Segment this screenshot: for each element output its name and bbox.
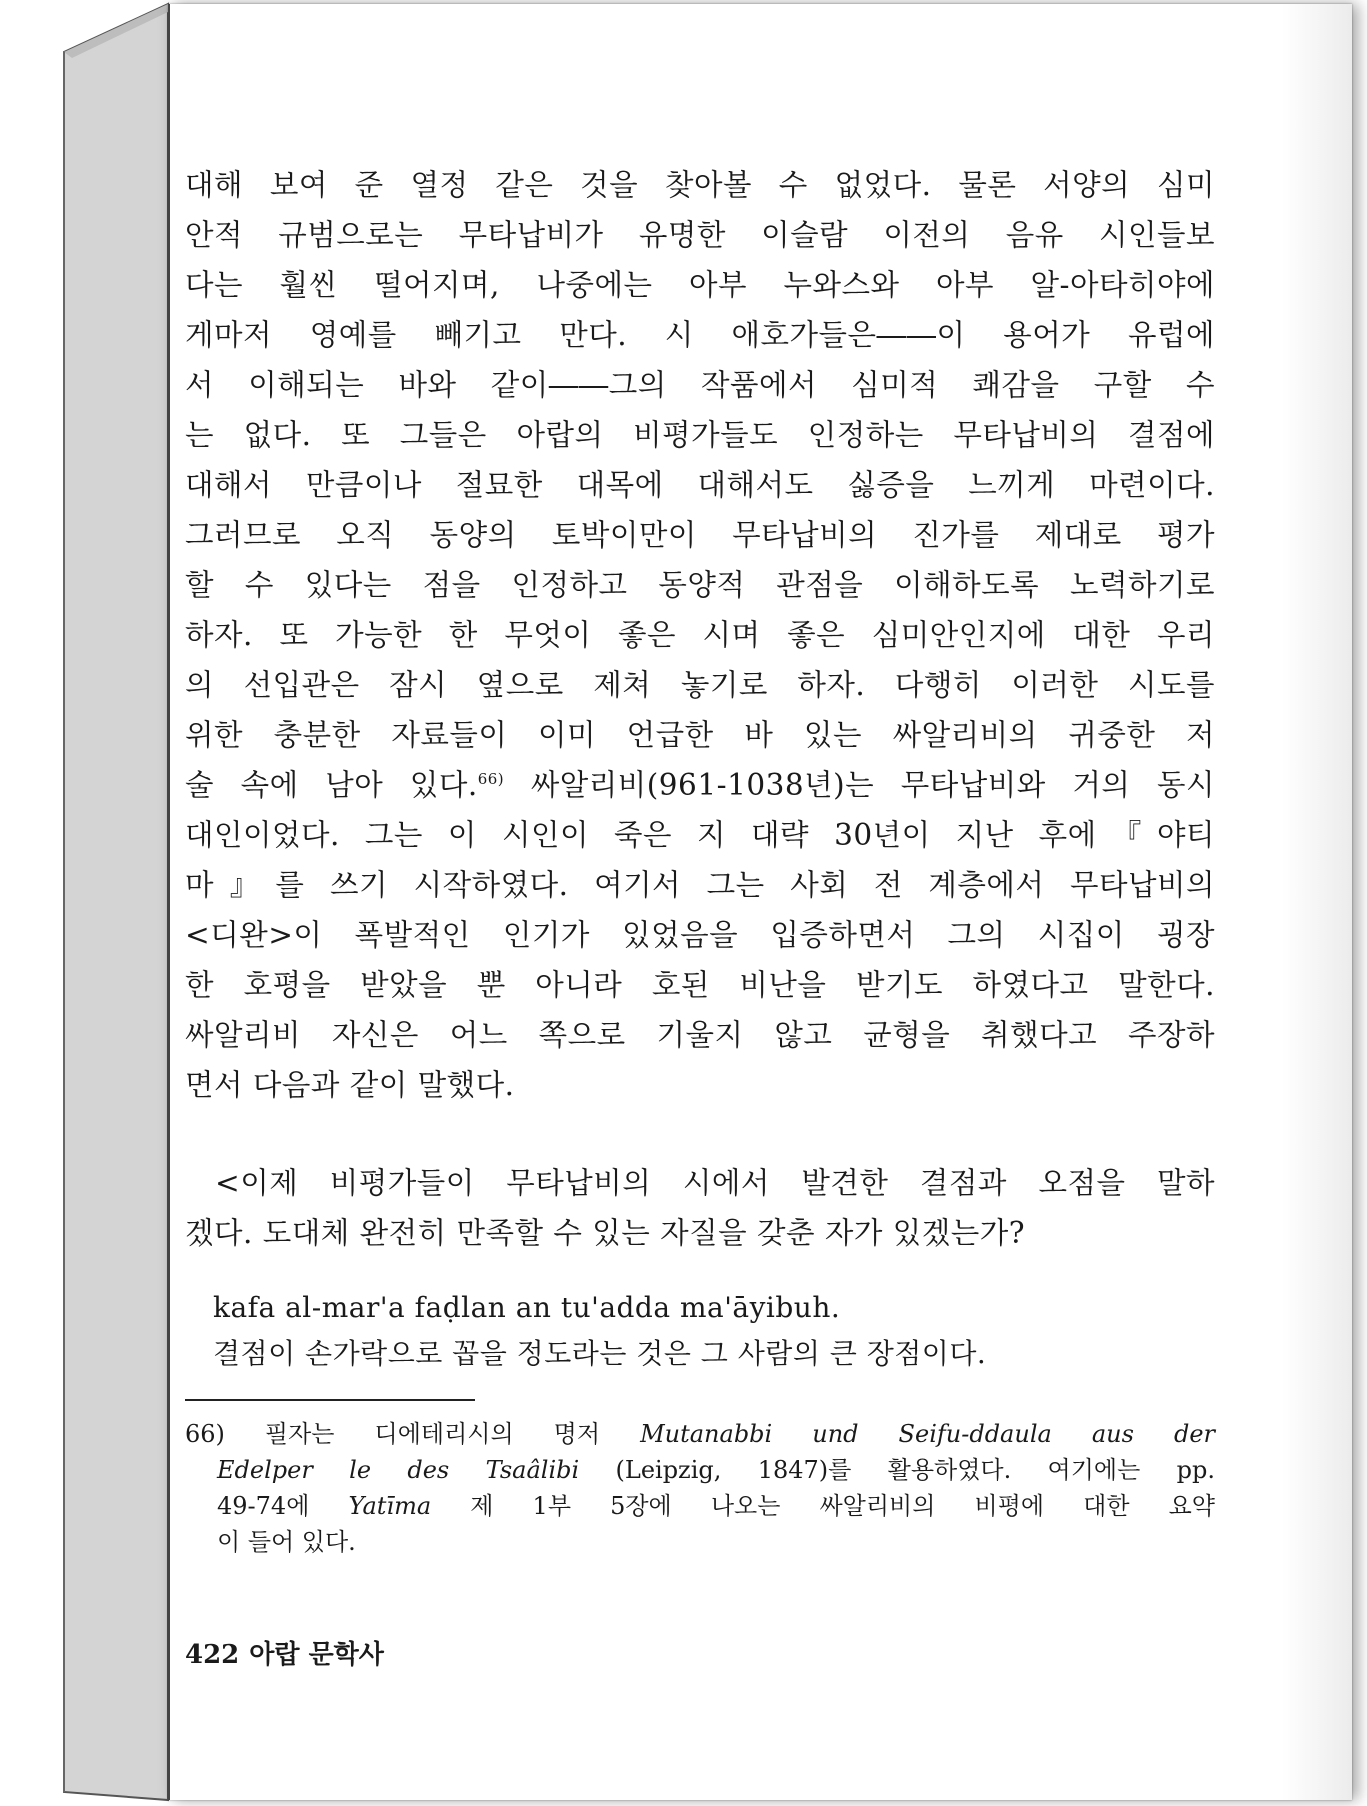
quoted-paragraph [185, 1158, 1215, 1258]
body-line: 할 수 있다는 점을 인정하고 동양적 관점을 이해하도록 노력하기로 [185, 568, 1215, 602]
body-line: 위한 충분한 자료들이 이미 언급한 바 있는 싸알리비의 귀중한 저 [185, 718, 1215, 752]
footnote-title-italic: Yatīma [348, 1492, 432, 1520]
body-line: 대인이었다. 그는 이 시인이 죽은 지 대략 30년이 지난 후에『야티 [185, 818, 1215, 852]
body-line: 대해 보여 준 열정 같은 것을 찾아볼 수 없었다. 물론 서양의 심미 [185, 168, 1215, 202]
body-line: 싸알리비 자신은 어느 쪽으로 기울지 않고 균형을 취했다고 주장하 [185, 1018, 1215, 1052]
footnote-66 [185, 1416, 1215, 1560]
footnote-text: 66) 필자는 디에테리시의 명저 [185, 1420, 641, 1448]
body-line: 한 호평을 받았을 뿐 아니라 호된 비난을 받기도 하였다고 말한다. [185, 968, 1215, 1002]
footnote-text: 제 1부 5장에 나오는 싸알리비의 비평에 대한 요약 [431, 1492, 1215, 1520]
footnote-line [185, 1452, 1215, 1488]
footnote-line [185, 1488, 1215, 1524]
book-spine [0, 0, 175, 1806]
footnote-title-italic: Mutanabbi und Seifu-ddaula aus der [640, 1420, 1215, 1448]
body-line: 는 없다. 또 그들은 아랍의 비평가들도 인정하는 무타납비의 결점에 [185, 418, 1215, 452]
body-paragraph [185, 160, 1215, 1110]
body-line: 의 선입관은 잠시 옆으로 제쳐 놓기로 하자. 다행히 이러한 시도를 [185, 668, 1215, 702]
body-text-fragment: 싸알리비(961-1038년)는 무타납비와 거의 동시 [504, 768, 1215, 802]
body-line: 그러므로 오직 동양의 토박이만이 무타납비의 진가를 제대로 평가 [185, 518, 1215, 552]
quote-line: <이제 비평가들이 무타납비의 시에서 발견한 결점과 오점을 말하 [215, 1166, 1215, 1200]
body-line: 하자. 또 가능한 한 무엇이 좋은 시며 좋은 심미안인지에 대한 우리 [185, 618, 1215, 652]
body-line: 다는 훨씬 떨어지며, 나중에는 아부 누와스와 아부 알-아타히야에 [185, 268, 1215, 302]
quote-line: 겠다. 도대체 완전히 만족할 수 있는 자질을 갖춘 자가 있겠는가? [185, 1216, 1026, 1250]
footnote-line [185, 1416, 1215, 1452]
verse-transliteration: kafa al-mar'a faḍlan an tu'adda ma'āyibuh. [213, 1291, 841, 1324]
body-line: 대해서 만큼이나 절묘한 대목에 대해서도 싫증을 느끼게 마련이다. [185, 468, 1215, 502]
running-title: 아랍 문학사 [249, 1640, 384, 1670]
page-number: 422 [185, 1640, 240, 1670]
body-line: 서 이해되는 바와 같이――그의 작품에서 심미적 쾌감을 구할 수 [185, 368, 1215, 402]
footnote-text: 49-74에 [217, 1492, 349, 1520]
verse-translation: 결점이 손가락으로 꼽을 정도라는 것은 그 사람의 큰 장점이다. [213, 1337, 987, 1370]
verse-block [213, 1285, 1213, 1377]
footnote-line: 이 들어 있다. [217, 1528, 356, 1556]
footnote-title-italic: Edelper le des Tsaâlibi [217, 1456, 580, 1484]
body-line: <디완>이 폭발적인 인기가 있었음을 입증하면서 그의 시집이 굉장 [185, 918, 1215, 952]
body-line: 면서 다음과 같이 말했다. [185, 1068, 515, 1102]
footnote-divider [185, 1399, 475, 1401]
body-line: 마』를 쓰기 시작하였다. 여기서 그는 사회 전 계층에서 무타납비의 [185, 868, 1215, 902]
body-line: 안적 규범으로는 무타납비가 유명한 이슬람 이전의 음유 시인들보 [185, 218, 1215, 252]
page-footer [185, 1637, 394, 1673]
footnote-text: (Leipzig, 1847)를 활용하였다. 여기에는 pp. [579, 1456, 1215, 1484]
body-line-footnote-ref [185, 760, 1215, 810]
footnote-reference[interactable]: 66) [477, 770, 505, 789]
body-line: 게마저 영예를 빼기고 만다. 시 애호가들은――이 용어가 유럽에 [185, 318, 1215, 352]
body-text-fragment: 술 속에 남아 있다. [185, 768, 478, 802]
